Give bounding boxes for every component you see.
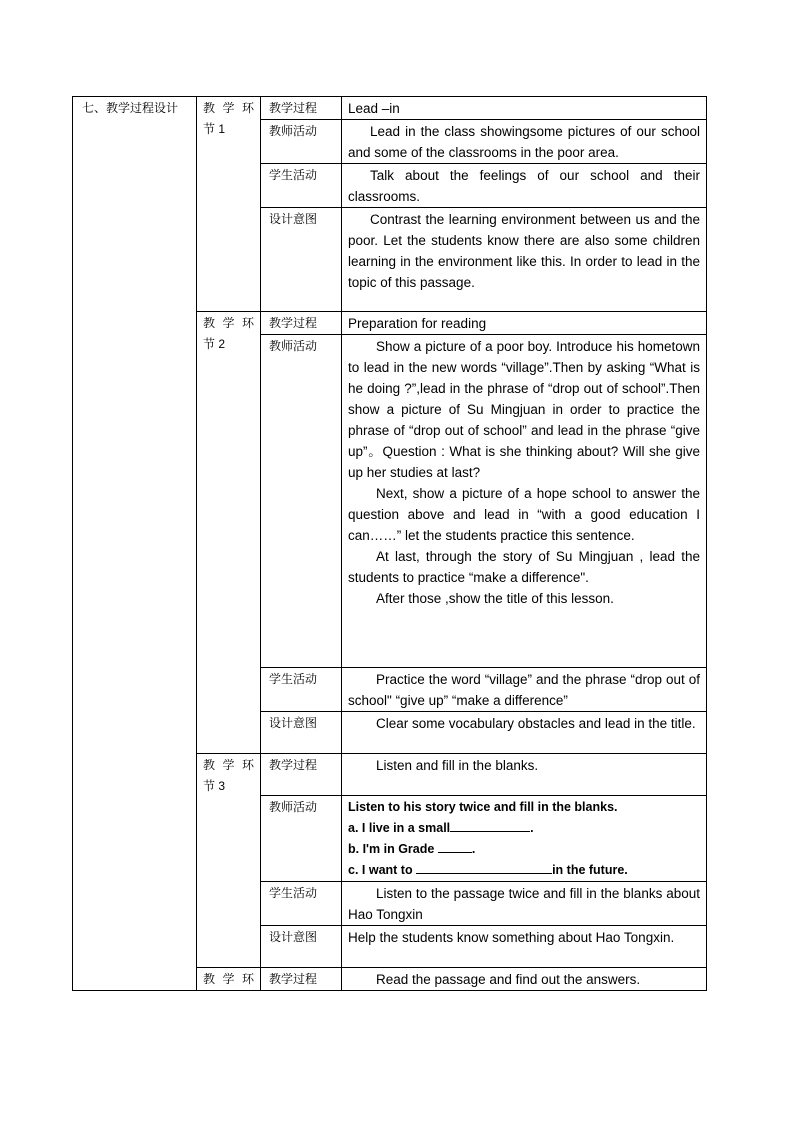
- segment-1-student-label: 学生活动: [261, 164, 342, 208]
- segment-1-intent: Contrast the learning environment between us and the poor. Let the students know there are also some children learning in the environment like this. In order to lead in the topic of this passage.: [342, 208, 707, 312]
- segment-3-process-label: 教学过程: [261, 754, 342, 796]
- segment-2-process-label: 教学过程: [261, 312, 342, 335]
- segment-3-intent-label: 设计意图: [261, 926, 342, 968]
- segment-2-intent: Clear some vocabulary obstacles and lead in the title.: [342, 712, 707, 754]
- segment-3-student: Listen to the passage twice and fill in the blanks about Hao Tongxin: [342, 882, 707, 926]
- blank-a: a. I live in a small .: [348, 821, 534, 835]
- segment-3-intent: Help the students know something about Hao Tongxin.: [342, 926, 707, 968]
- blank-b: b. I'm in Grade .: [348, 842, 476, 856]
- section-label: 七、教学过程设计: [73, 97, 197, 991]
- segment-3-process: Listen and fill in the blanks.: [342, 754, 707, 796]
- segment-1-process-label: 教学过程: [261, 97, 342, 120]
- listening-task-heading: Listen to his story twice and fill in the blanks.: [348, 800, 618, 814]
- segment-4-name: 教 学 环: [197, 968, 261, 991]
- lesson-plan-table: [72, 96, 707, 991]
- segment-1-name: 教 学 环 节 1: [197, 97, 261, 312]
- segment-2-intent-label: 设计意图: [261, 712, 342, 754]
- segment-4-process: Read the passage and find out the answers.: [342, 968, 707, 991]
- segment-2-teacher-label: 教师活动: [261, 335, 342, 668]
- segment-1-teacher: Lead in the class showingsome pictures of our school and some of the classrooms in the poor area.: [342, 120, 707, 164]
- segment-3-student-label: 学生活动: [261, 882, 342, 926]
- segment-1-process: Lead –in: [342, 97, 707, 120]
- segment-2-process: Preparation for reading: [342, 312, 707, 335]
- segment-1-intent-label: 设计意图: [261, 208, 342, 312]
- segment-2-teacher: Show a picture of a poor boy. Introduce his hometown to lead in the new words “village”.Then by asking “What is he doing ?”,lead in the phrase of “drop out of school”.Then show a picture of Su Mingjuan in order to practice the phrase of “drop out of school” and lead in the phrase “give up”。Question : What is she thinking about? Will she give up her studies at last? Next, show a picture of a hope school to answer the question above and lead in “with a good education I can……” let the students practice this sentence. At last, through the story of Su Mingjuan , lead the students to practice “make a difference". After those ,show the title of this lesson.: [342, 335, 707, 668]
- segment-1-student: Talk about the feelings of our school and their classrooms.: [342, 164, 707, 208]
- segment-2-student: Practice the word “village” and the phrase “drop out of school" “give up” “make a difference”: [342, 668, 707, 712]
- segment-3-teacher: [342, 796, 707, 882]
- segment-3-teacher-label: 教师活动: [261, 796, 342, 882]
- segment-3-name: 教 学 环 节 3: [197, 754, 261, 968]
- segment-1-teacher-label: 教师活动: [261, 120, 342, 164]
- segment-2-student-label: 学生活动: [261, 668, 342, 712]
- segment-2-name: 教 学 环 节 2: [197, 312, 261, 754]
- segment-4-process-label: 教学过程: [261, 968, 342, 991]
- blank-c: c. I want to in the future.: [348, 863, 628, 877]
